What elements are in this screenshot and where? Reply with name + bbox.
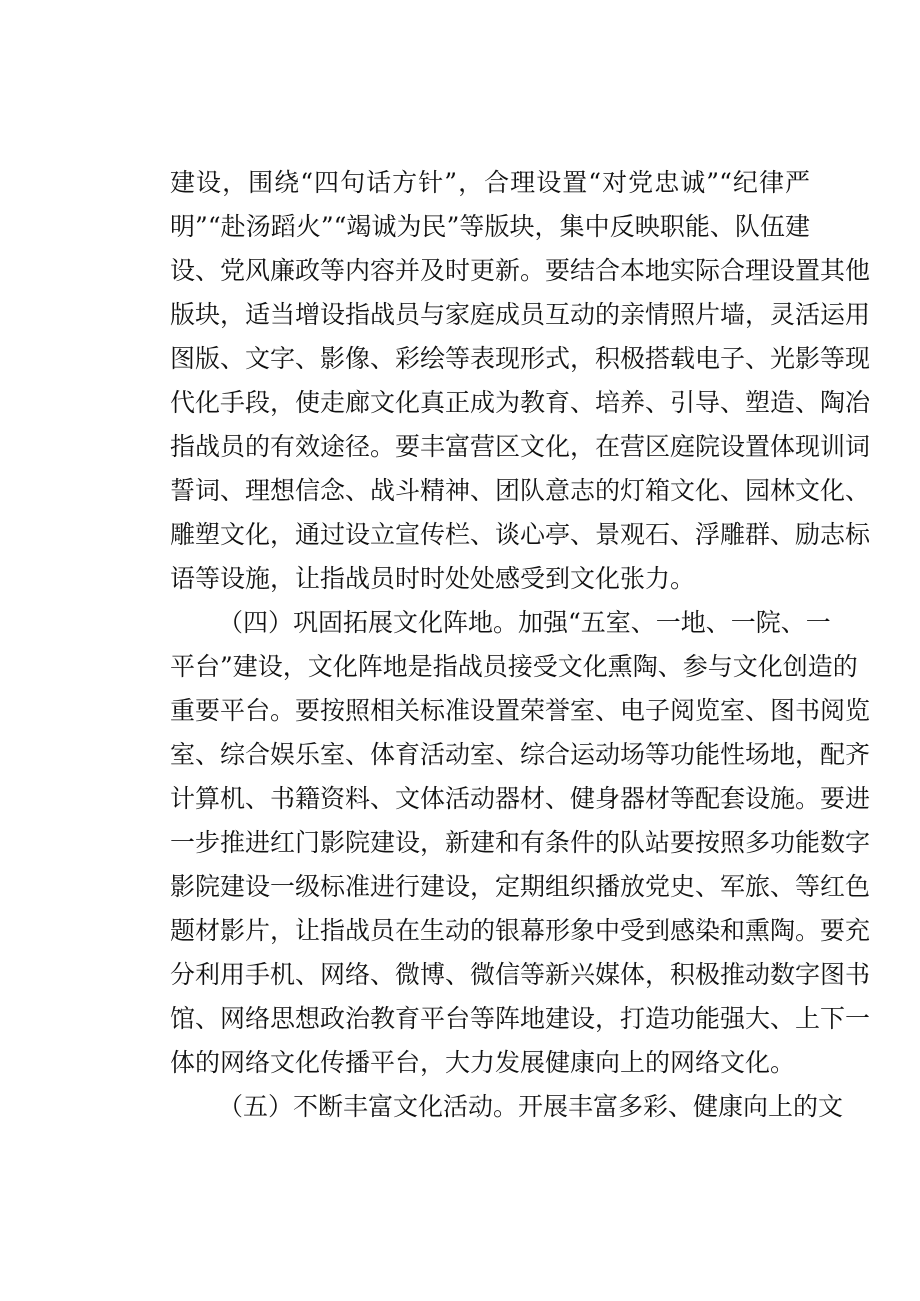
text-line: 建设，围绕“四句话方针”，合理设置“对党忠诚”“纪律严 <box>170 168 810 197</box>
text-line: 重要平台。要按照相关标准设置荣誉室、电子阅览室、图书阅览 <box>170 696 871 725</box>
text-line: 影院建设一级标准进行建设，定期组织播放党史、军旅、等红色 <box>170 872 871 901</box>
text-line: 计算机、书籍资料、文体活动器材、健身器材等配套设施。要进 <box>170 784 871 813</box>
text-line: 誓词、理想信念、战斗精神、团队意志的灯箱文化、园林文化、 <box>170 476 871 505</box>
text-line: 分利用手机、网络、微博、微信等新兴媒体，积极推动数字图书 <box>170 960 871 989</box>
text-line: 馆、网络思想政治教育平台等阵地建设，打造功能强大、上下一 <box>170 1004 871 1033</box>
text-line: 雕塑文化，通过设立宣传栏、谈心亭、景观石、浮雕群、励志标 <box>170 520 871 549</box>
text-line: 体的网络文化传播平台，大力发展健康向上的网络文化。 <box>170 1048 796 1077</box>
text-line: 版块，适当增设指战员与家庭成员互动的亲情照片墙，灵活运用 <box>170 300 871 329</box>
paragraph-heading-line: （五）不断丰富文化活动。开展丰富多彩、健康向上的文 <box>218 1092 844 1121</box>
text-line: 明”“赴汤蹈火”“竭诚为民”等版块，集中反映职能、队伍建 <box>170 212 810 241</box>
text-line: 指战员的有效途径。要丰富营区文化，在营区庭院设置体现训词 <box>170 432 871 461</box>
text-line: 一步推进红门影院建设，新建和有条件的队站要按照多功能数字 <box>170 828 871 857</box>
paragraph-heading-line: （四）巩固拓展文化阵地。加强“五室、一地、一院、一 <box>218 608 831 637</box>
text-line: 语等设施，让指战员时时处处感受到文化张力。 <box>170 564 696 593</box>
text-line: 平台”建设，文化阵地是指战员接受文化熏陶、参与文化创造的 <box>170 652 858 681</box>
text-line: 图版、文字、影像、彩绘等表现形式，积极搭载电子、光影等现 <box>170 344 871 373</box>
text-line: 室、综合娱乐室、体育活动室、综合运动场等功能性场地，配齐 <box>170 740 871 769</box>
text-line: 代化手段，使走廊文化真正成为教育、培养、引导、塑造、陶冶 <box>170 388 871 417</box>
text-line: 设、党风廉政等内容并及时更新。要结合本地实际合理设置其他 <box>170 256 871 285</box>
text-line: 题材影片，让指战员在生动的银幕形象中受到感染和熏陶。要充 <box>170 916 871 945</box>
